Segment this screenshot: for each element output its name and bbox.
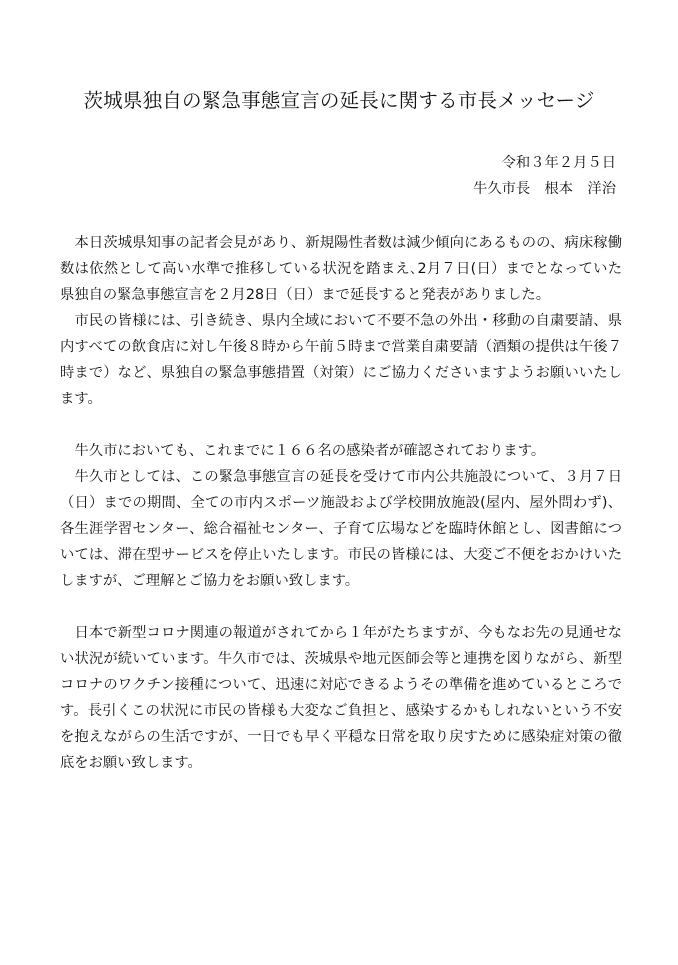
paragraph-spacer (60, 412, 622, 438)
document-body (60, 230, 622, 776)
document-date: 令和３年２月５日 (501, 155, 616, 171)
paragraph-spacer (60, 594, 622, 620)
paragraph-request-to-citizens: 市民の皆様には、引き続き、県内全域において不要不急の外出・移動の自粛要請、県内すべての飲食店に対し午後８時から午前５時まで営業自粛要請（酒類の提供は午後７時まで）など、県独自の緊急事態措置（対策）にご協力くださいますようお願いいたします。 (60, 313, 622, 407)
paragraph-vaccine-preparation: 日本で新型コロナ関連の報道がされてから１年がたちますが、今もなお先の見通せない状況が続いています。牛久市では、茨城県や地元医師会等と連携を図りながら、新型コロナのワクチン接種について、迅速に対応できるようその準備を進めているところです。長引くこの状況に市民の皆様も大変なご負担と、感染するかもしれないという不安を抱えながらの生活ですが、一日でも早く平穏な日常を取り戻すために感染症対策の徹底をお願い致します。 (60, 625, 622, 771)
paragraph-facility-closures: 牛久市としては、この緊急事態宣言の延長を受けて市内公共施設について、３月７日（日）までの期間、全ての市内スポーツ施設および学校開放施設(屋内、屋外問わず)、各生涯学習センター、総合福祉センター、子育て広場などを臨時休館とし、図書館については、滞在型サービスを停止いたします。市民の皆様には、大変ご不便をおかけいたしますが、ご理解とご協力をお願い致します。 (60, 469, 622, 589)
paragraph-press-conference: 本日茨城県知事の記者会見があり、新規陽性者数は減少傾向にあるものの、病床稼働数は依然として高い水準で推移している状況を踏まえ､2月７日(日）までとなっていた県独自の緊急事態宣言を２月28日（日）まで延長すると発表がありました。 (60, 235, 622, 303)
paragraph-infection-count: 牛久市においても、これまでに１６６名の感染者が確認されております。 (74, 443, 546, 459)
document-meta (473, 150, 616, 202)
document-signature: 牛久市長 根本 洋治 (473, 181, 616, 197)
document-title: 茨城県独自の緊急事態宣言の延長に関する市長メッセージ (83, 89, 595, 112)
